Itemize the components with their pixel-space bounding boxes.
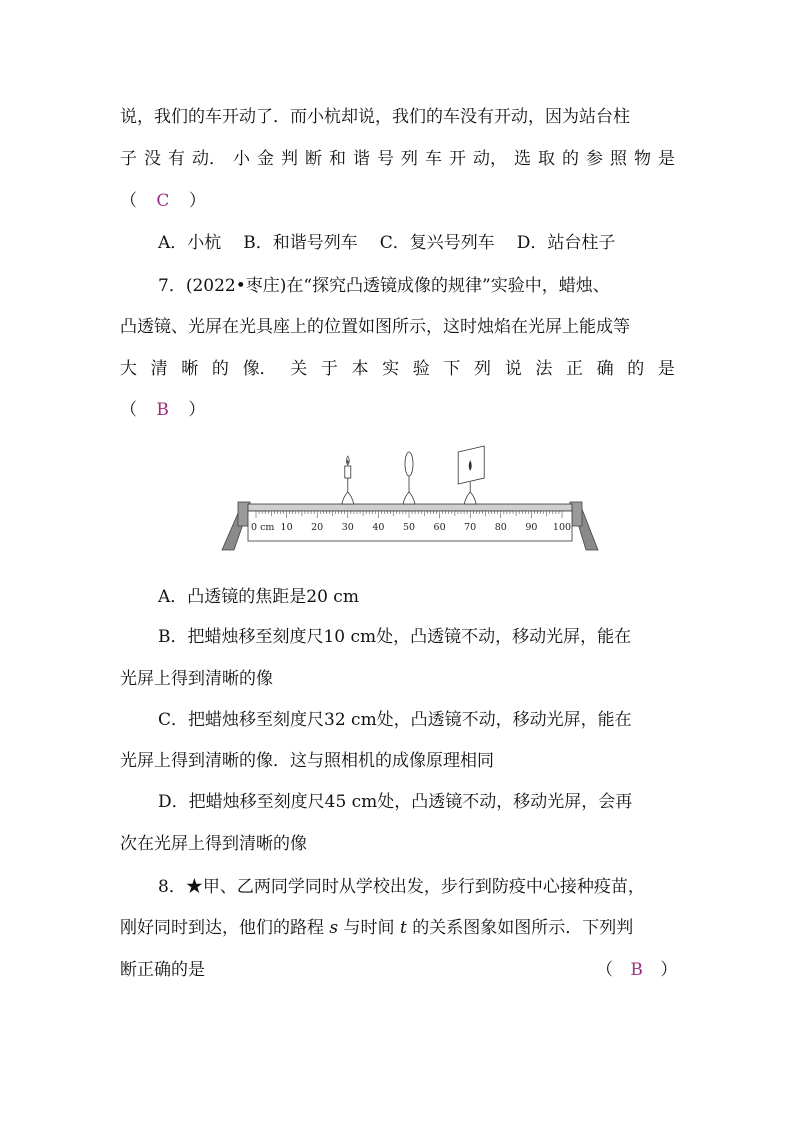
paren-open: （ [596,960,613,980]
light-screen [458,446,484,504]
q7-option-a: A．凸透镜的焦距是20 cm [158,587,359,607]
rail-top [248,504,572,511]
q8-answer-bracket [596,958,677,982]
q8-line-1: 8．★甲、乙两同学同时从学校出发，步行到防疫中心接种疫苗， [158,877,645,897]
q6-line-2-char: 子 [120,149,137,169]
q6-line-2-char: 有 [168,149,185,169]
q7-line-3-char: 说 [504,359,522,379]
q6-line-2-char: 选 [514,149,531,169]
q6-line-2-char: 的 [562,149,579,169]
q7-line-3-char: 晰 [181,359,199,379]
q7-line-3-char: 关 [290,359,308,379]
scale-label: 100 [552,522,572,533]
q7-line-3-char: 正 [565,359,583,379]
q6-line-1: 说，我们的车开动了．而小杭却说，我们的车没有开动，因为站台柱 [120,107,630,127]
q6-line-2-char: 是 [658,149,675,169]
scale-label: 70 [464,522,477,533]
q7-line-3-char: 确 [596,359,614,379]
q7-line-3-char: 实 [382,359,400,379]
variable-s: s [329,918,339,938]
q6-line-2-char: 断 [305,149,322,169]
q6-line-2-char: 动， [473,149,507,169]
scale-label: 50 [402,522,416,533]
q6-line-2-char: 动． [192,149,226,169]
option-d: D．站台柱子 [516,233,616,253]
q7-option-c-line-2: 光屏上得到清晰的像．这与照相机的成像原理相同 [120,751,494,771]
q7-line-3-char: 像． [242,359,277,379]
scale-label: 40 [372,522,385,533]
variable-t: t [399,918,407,938]
q7-line-3-char: 清 [150,359,168,379]
q7-line-1: 7．(2022•枣庄)在“探究凸透镜成像的规律”实验中，蜡烛、 [158,276,610,296]
convex-lens [403,452,415,504]
q7-line-3 [120,357,675,381]
scale-label: 60 [433,522,446,533]
q7-option-d-line-2: 次在光屏上得到清晰的像 [120,834,307,854]
answer: C [156,191,170,211]
q6-line-2-char: 车 [425,149,442,169]
q7-line-3-char: 下 [443,359,461,379]
q6-line-2-char: 照 [610,149,627,169]
q6-line-2-char: 没 [144,149,161,169]
paren-close: ） [660,960,678,980]
q6-line-2-char: 物 [634,149,651,169]
paren-open: （ [120,191,137,211]
q7-line-3-char: 的 [211,359,229,379]
q8-line-3 [120,958,678,982]
unit-label: 0 cm [251,522,275,533]
q6-line-2-char: 参 [586,149,603,169]
answer: B [156,400,169,420]
q6-line-2-char: 小 [233,149,250,169]
q7-line-3-char: 的 [627,359,645,379]
q7-option-b-line-2: 光屏上得到清晰的像 [120,669,273,689]
option-b: B．和谐号列车 [243,233,358,253]
q6-line-2-char: 列 [401,149,418,169]
q6-answer-bracket [120,189,206,213]
paren-close: ） [188,400,206,420]
scale-label: 90 [525,522,538,533]
option-c: C．复兴号列车 [379,233,495,253]
optical-bench-figure [220,444,602,554]
q8-text-a: 刚好同时到达，他们的路程 [120,918,330,938]
q7-line-3-char: 于 [320,359,338,379]
q8-line-2 [120,916,633,940]
q6-line-2-char: 金 [257,149,274,169]
q6-line-2-char: 判 [281,149,298,169]
scale-label: 80 [494,522,507,533]
q6-line-2-char: 谐 [353,149,370,169]
q6-line-2-char: 取 [538,149,555,169]
q7-line-3-char: 是 [657,359,675,379]
q6-line-2-char: 和 [329,149,346,169]
q7-option-d-line-1: D．把蜡烛移至刻度尺45 cm处，凸透镜不动，移动光屏，会再 [158,792,633,812]
q6-options [158,231,637,255]
paren-close: ） [188,191,206,211]
candle [342,456,354,504]
paren-open: （ [120,400,137,420]
scale-label: 30 [341,522,354,533]
q8-text-b: 与时间 [338,918,400,938]
option-a: A．小杭 [158,233,222,253]
q7-answer-bracket [120,398,205,422]
q8-text-c: 的关系图象如图所示．下列判 [406,918,634,938]
q7-line-3-char: 验 [412,359,430,379]
q7-option-b-line-1: B．把蜡烛移至刻度尺10 cm处，凸透镜不动，移动光屏，能在 [158,627,632,647]
q7-line-3-char: 列 [474,359,492,379]
q7-line-3-char: 大 [120,359,137,379]
q7-option-c-line-1: C．把蜡烛移至刻度尺32 cm处，凸透镜不动，移动光屏，能在 [158,710,632,730]
scale-label: 20 [311,522,324,533]
q6-line-2-char: 号 [377,149,394,169]
q6-line-2 [120,147,675,171]
scale-label: 10 [280,522,293,533]
q7-line-3-char: 法 [535,359,553,379]
q7-line-3-char: 本 [351,359,369,379]
q7-line-2: 凸透镜、光屏在光具座上的位置如图所示，这时烛焰在光屏上能成等 [120,317,630,337]
q6-line-2-char: 开 [449,149,466,169]
answer: B [630,960,643,980]
q8-stem-end: 断正确的是 [120,960,205,980]
